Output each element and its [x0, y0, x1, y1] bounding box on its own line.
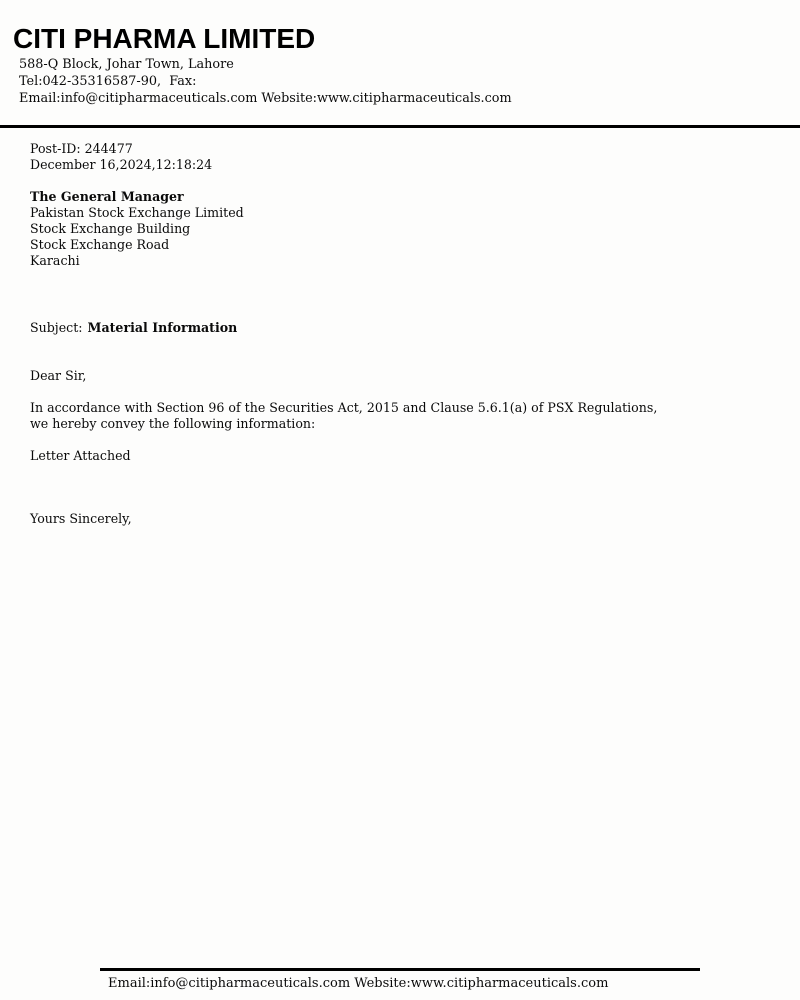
post-id-line: Post-ID: 244477 — [30, 141, 133, 156]
footer-divider-rule — [100, 968, 700, 971]
company-phone-fax-line: Tel:042-35316587-90, Fax: — [19, 74, 197, 89]
closing-line: Yours Sincerely, — [30, 511, 132, 526]
body-paragraph-line: we hereby convey the following information: — [30, 416, 316, 431]
footer-contact-line: Email:info@citipharmaceuticals.com Website:www.citipharmaceuticals.com — [108, 976, 609, 991]
recipient-address-line: Karachi — [30, 253, 80, 268]
subject-label: Subject: — [30, 320, 83, 335]
body-paragraph-line: In accordance with Section 96 of the Securities Act, 2015 and Clause 5.6.1(a) of PSX Regulations, — [30, 400, 658, 415]
subject-line — [30, 320, 237, 336]
subject-value: Material Information — [87, 320, 238, 335]
attachment-note: Letter Attached — [30, 448, 131, 463]
company-address-line: 588-Q Block, Johar Town, Lahore — [19, 57, 234, 72]
recipient-address-line: Stock Exchange Building — [30, 221, 191, 236]
company-name-heading: CITI PHARMA LIMITED — [13, 23, 316, 54]
letterhead-divider-rule — [0, 125, 800, 128]
company-email-website-line: Email:info@citipharmaceuticals.com Website:www.citipharmaceuticals.com — [19, 91, 512, 106]
recipient-title: The General Manager — [30, 189, 184, 204]
recipient-address-line: Stock Exchange Road — [30, 237, 170, 252]
recipient-address-line: Pakistan Stock Exchange Limited — [30, 205, 244, 220]
salutation: Dear Sir, — [30, 368, 87, 383]
datetime-line: December 16,2024,12:18:24 — [30, 157, 213, 172]
